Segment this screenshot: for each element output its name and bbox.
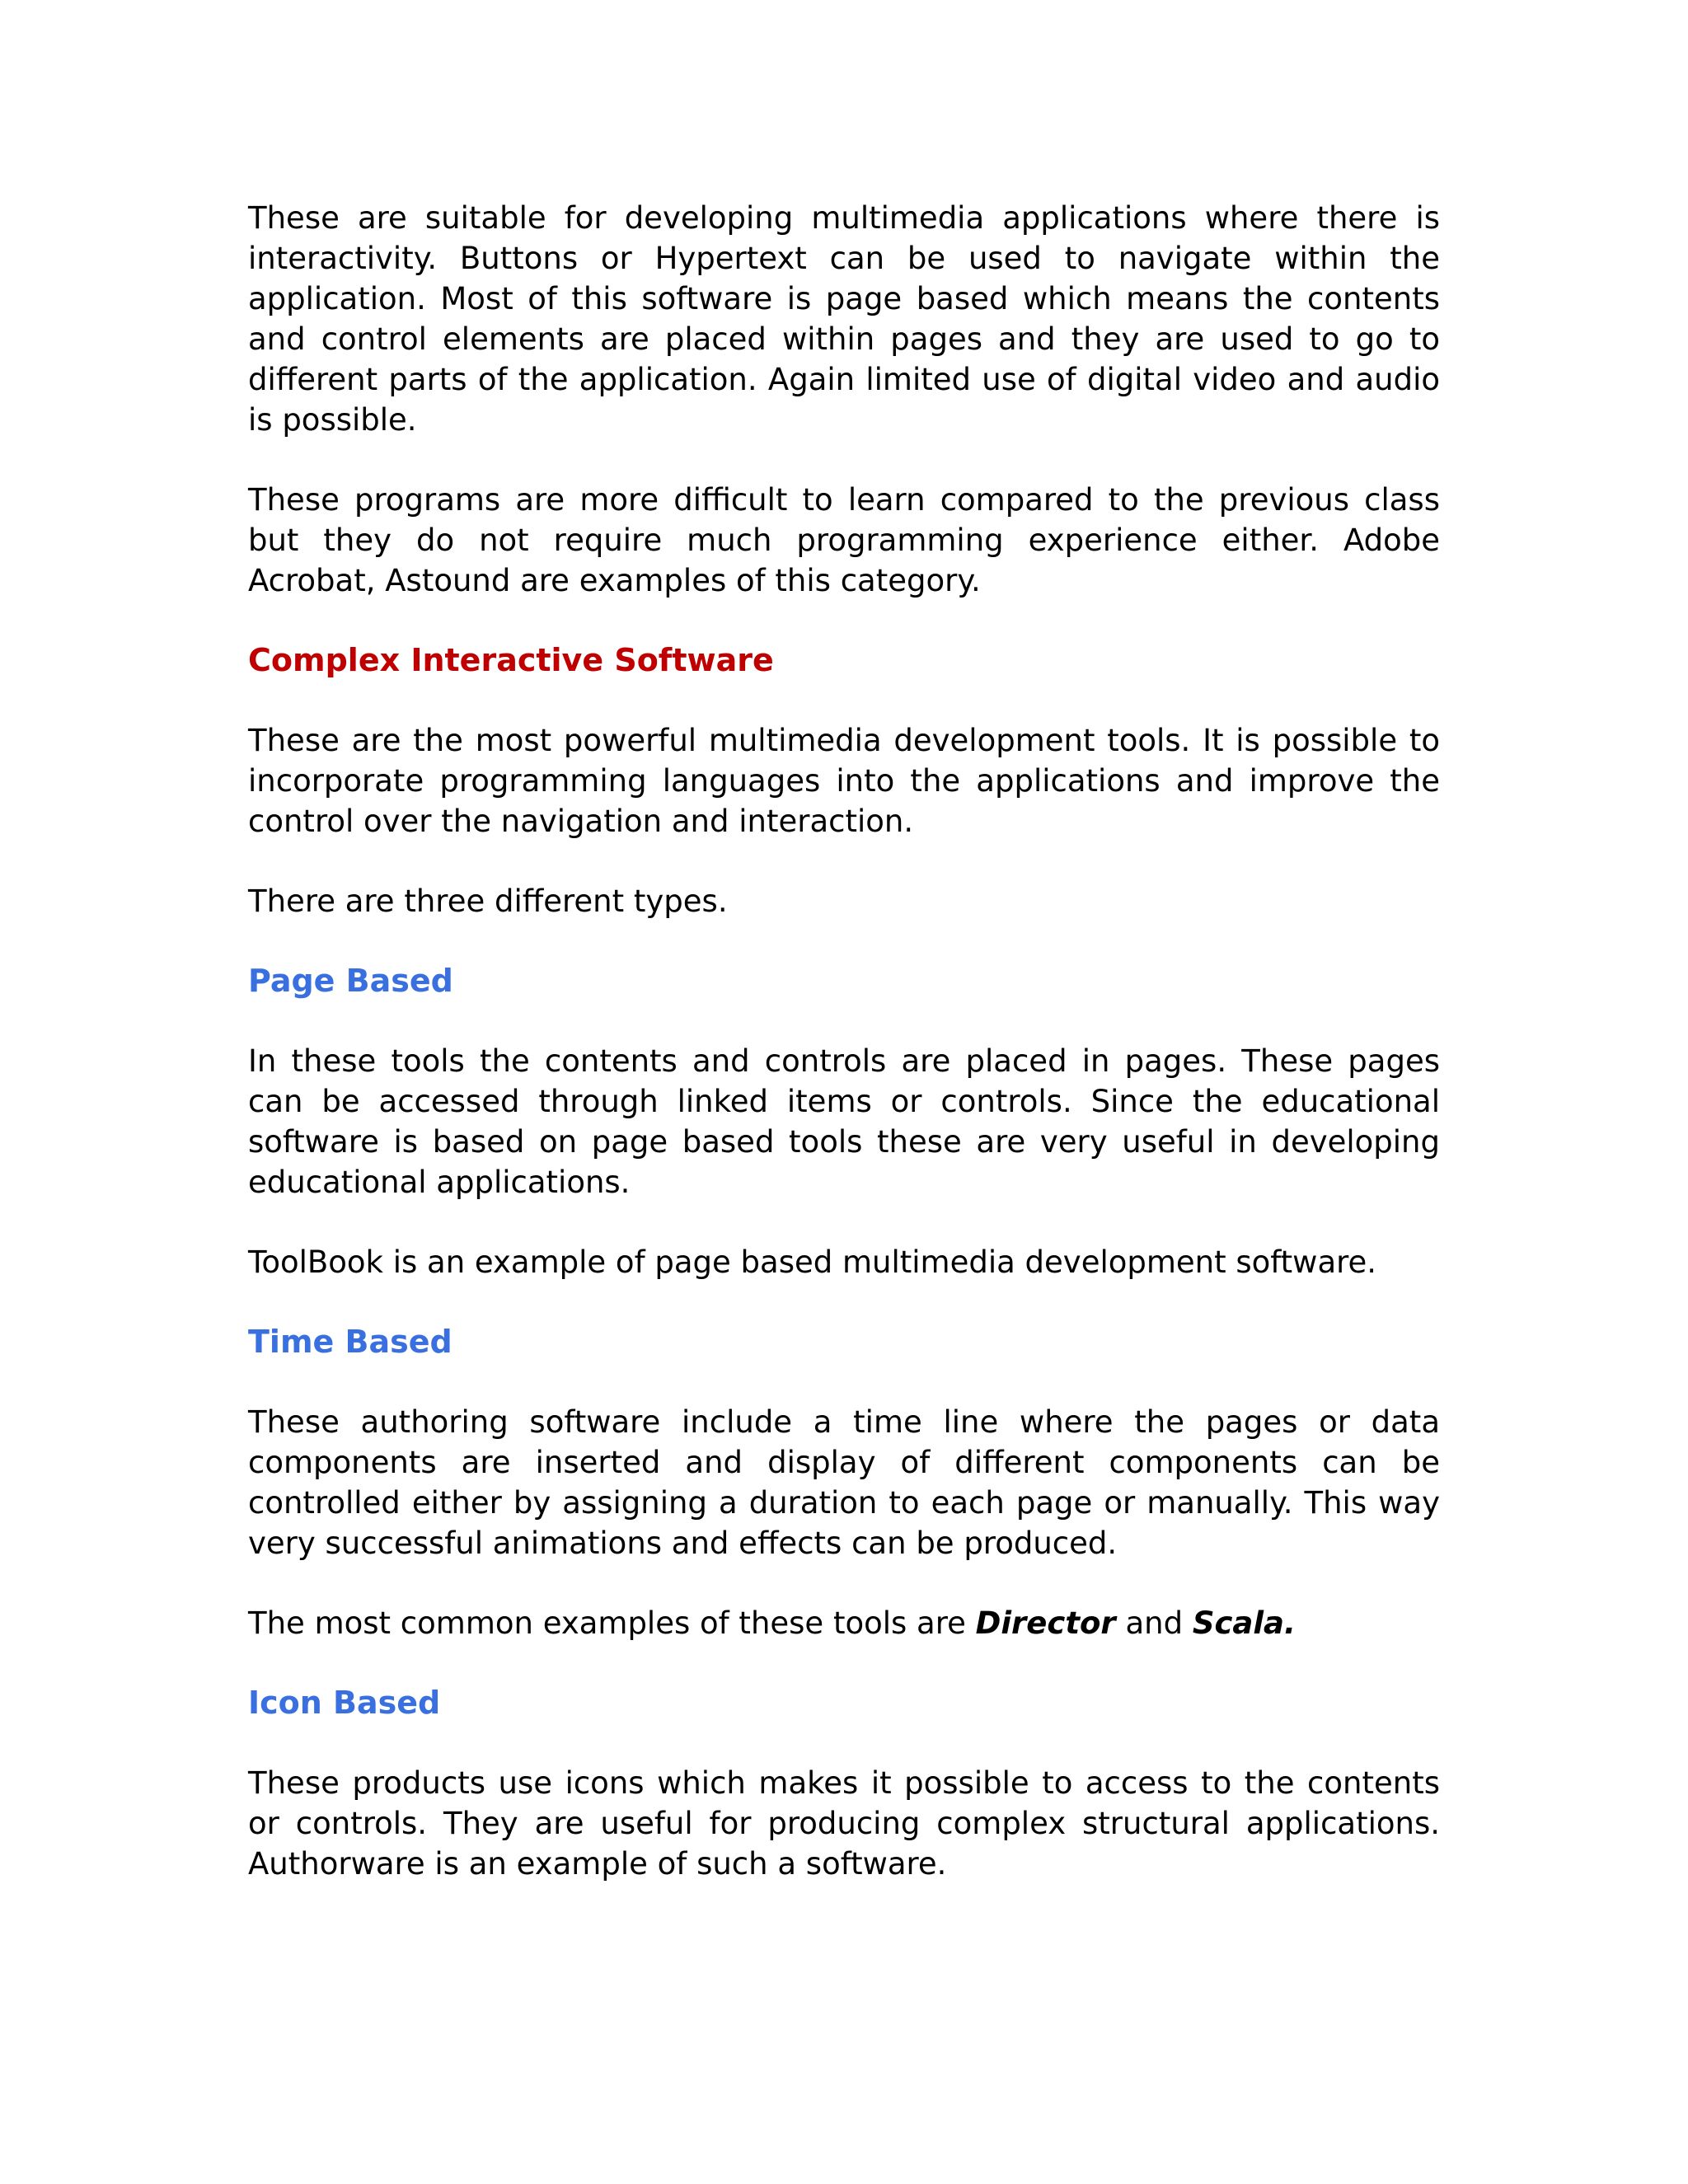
director-name: Director: [975, 1605, 1116, 1641]
examples-and: and: [1115, 1605, 1193, 1641]
paragraph-toolbook: ToolBook is an example of page based multimedia development software.: [248, 1244, 1377, 1280]
paragraph-time-based: These authoring software include a time line where the pages or data components are inserted and display of different components can be controlled either by assigning a duration to each page or manually. This way very successful animations and effects can be produced.: [248, 1404, 1440, 1561]
paragraph-intro: These are suitable for developing multimedia applications where there is interactivity. Buttons or Hypertext can be used to navigate within the application. Most of this software is page based which means the contents and control elements are placed within pages and they are used to go to different parts of the application. Again limited use of digital video and audio is possible.: [248, 200, 1440, 438]
heading-page-based: Page Based: [248, 963, 453, 999]
paragraph-three-types: There are three different types.: [248, 883, 728, 919]
scala-name: Scala.: [1192, 1605, 1296, 1641]
heading-complex-interactive-software: Complex Interactive Software: [248, 642, 774, 678]
heading-time-based: Time Based: [248, 1324, 452, 1360]
paragraph-difficulty: These programs are more difficult to learn compared to the previous class but they do not require much programming experience either. Adobe Acrobat, Astound are examples of this category.: [248, 482, 1440, 598]
heading-icon-based: Icon Based: [248, 1685, 441, 1721]
examples-prefix: The most common examples of these tools are: [248, 1605, 976, 1641]
paragraph-page-based: In these tools the contents and controls are placed in pages. These pages can be accessed through linked items or controls. Since the educational software is based on page based tools these are very useful in developing educational applications.: [248, 1043, 1440, 1200]
paragraph-icon-based: These products use icons which makes it possible to access to the contents or controls. They are useful for producing complex structural applications. Authorware is an example of such a software.: [248, 1765, 1440, 1882]
page-content: [248, 198, 1440, 1924]
paragraph-complex-tools: These are the most powerful multimedia development tools. It is possible to incorporate programming languages into the applications and improve the control over the navigation and interaction.: [248, 723, 1440, 839]
paragraph-examples: [248, 1603, 1440, 1643]
